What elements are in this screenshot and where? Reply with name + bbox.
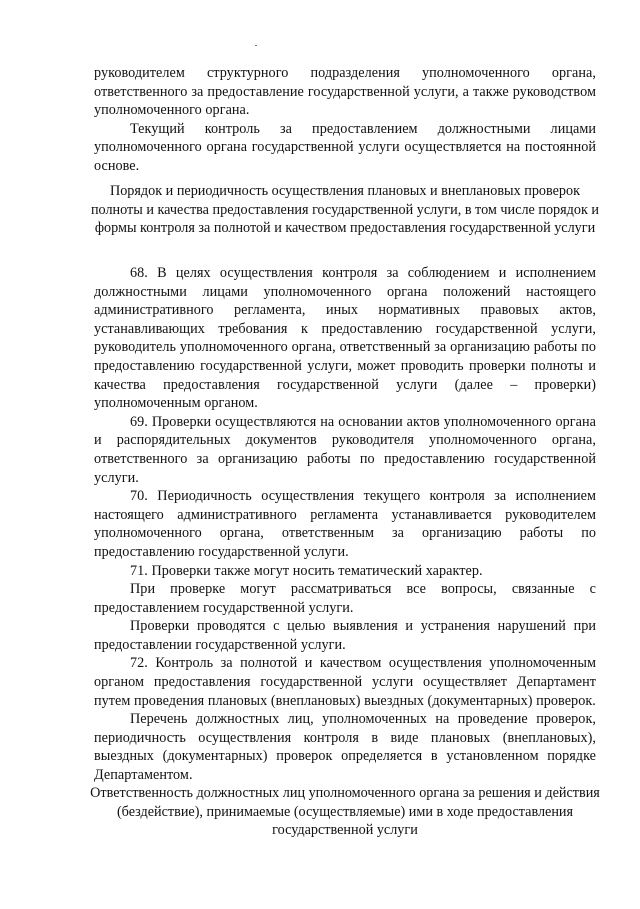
paragraph-72: 72. Контроль за полнотой и качеством осуществления уполномоченным органом предоставления государственной услуги осуществляет Департамент путем проведения плановых (внеплановых) выездных (документарных) проверок. [94,655,596,709]
paragraph-scope: При проверке могут рассматриваться все вопросы, связанные с предоставлением государственной услуги. [94,581,596,616]
paragraph-current-control: Текущий контроль за предоставлением должностными лицами уполномоченного органа государственной услуги осуществляется на постоянной основе. [94,120,596,174]
section-heading-responsibility: Ответственность должностных лиц уполномоченного органа за решения и действия (бездействие), принимаемые (осуществляемые) ими в ходе предоставления государственной услуги [90,785,600,839]
paragraph-69: 69. Проверки осуществляются на основании актов уполномоченного органа и распорядительных документов руководителя уполномоченного органа, ответственного за организацию работы по предоставлению государственной услуги. [94,413,596,486]
top-paragraphs [94,64,596,176]
main-paragraphs [94,264,596,785]
paragraph-68: 68. В целях осуществления контроля за соблюдением и исполнением должностными лицами уполномоченного органа положений настоящего административного регламента, иных нормативных правовых актов, устанавливающих требования к предоставлению государственной услуги, руководитель уполномоченного органа, ответственный за организацию работы по предоставлению государственной услуги, может проводить проверки полноты и качества предоставления государственной услуги (далее – проверки) уполномоченным органом. [94,265,596,412]
paragraph-officials-list: Перечень должностных лиц, уполномоченных на проведение проверок, периодичность осуществления контроля в виде плановых (внеплановых), выездных (документарных) проверок определяется в установленном порядке Департаментом. [94,711,596,784]
paragraph-purpose: Проверки проводятся с целью выявления и устранения нарушений при предоставлении государственной услуги. [94,618,596,653]
section-heading-inspections: Порядок и периодичность осуществления плановых и внеплановых проверок полноты и качества предоставления государственной услуги, в том числе порядок и формы контроля за полнотой и качеством предоставления государственной услуги [90,183,600,237]
paragraph-70: 70. Периодичность осуществления текущего контроля за исполнением настоящего административного регламента устанавливается руководителем уполномоченного органа, ответственным за организацию работы по предоставлению государственной услуги. [94,488,596,560]
scan-dot [255,45,257,46]
paragraph-71: 71. Проверки также могут носить тематический характер. [130,562,483,579]
paragraph-continuation: руководителем структурного подразделения уполномоченного органа, ответственного за предоставление государственной услуги, а также руководством уполномоченного органа. [94,65,596,119]
